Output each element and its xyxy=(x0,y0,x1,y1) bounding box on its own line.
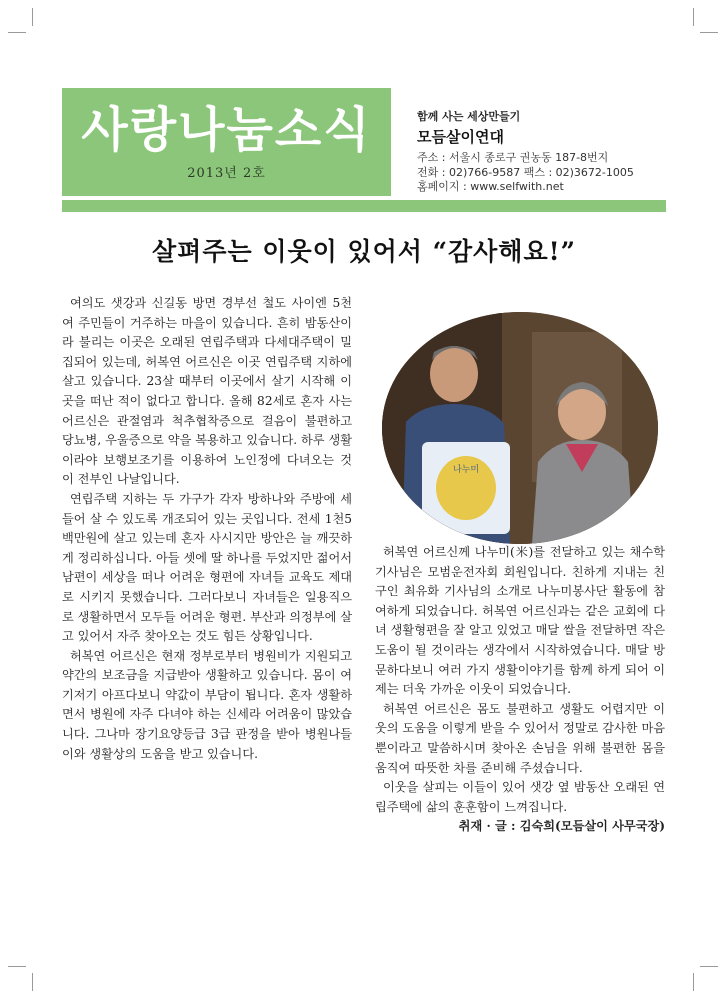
masthead-banner xyxy=(62,88,391,196)
organization-tagline: 함께 사는 세상만들기 xyxy=(417,110,521,123)
rice-bag-label: 나누미 xyxy=(452,465,480,475)
crop-mark-bottom-right xyxy=(693,973,694,991)
header-green-rule xyxy=(62,200,666,212)
crop-mark-bottom-left-h xyxy=(8,966,26,967)
crop-mark-top-left xyxy=(32,8,33,26)
crop-mark-top-left-h xyxy=(8,32,26,33)
organization-name: 모듬살이연대 xyxy=(417,128,504,146)
article-paragraph: 이웃을 살피는 이들이 있어 샛강 옆 밤동산 오래된 연립주택에 삶의 훈훈함이 느껴집니다. xyxy=(375,780,665,814)
article-left-column xyxy=(62,294,352,764)
article-right-column xyxy=(375,543,665,837)
article-credit: 취재 · 글 : 김숙희(모듬살이 사무국장) xyxy=(458,819,665,834)
crop-mark-bottom-left xyxy=(32,973,33,991)
photo-illustration xyxy=(382,312,658,544)
article-photo xyxy=(382,312,658,544)
article-paragraph: 허복연 어르신은 현재 정부로부터 병원비가 지원되고 약간의 보조금을 지급받아 생활하고 있습니다. 몸이 여기저기 아프다보니 약값이 부담이 됩니다. 혼자 생활하면서 병원에 자주 다녀야 하는 신세라 어려움이 많았습니다. 그나마 장기요양등급 3급 판정을 받아 병원나들이와 생활상의 도움을 받고 있습니다. xyxy=(62,648,352,761)
article-headline: 살펴주는 이웃이 있어서 “감사해요!” xyxy=(152,237,576,266)
newsletter-title: 사랑나눔소식 xyxy=(81,102,372,158)
crop-mark-bottom-right-h xyxy=(700,966,718,967)
contact-phone: 전화 : 02)766-9587 팩스 : 02)3672-1005 xyxy=(417,165,634,179)
contact-info xyxy=(417,151,634,195)
article-paragraph: 허복연 어르신께 나누미(米)를 전달하고 있는 채수학 기사님은 모범운전자회 회원입니다. 친하게 지내는 친구인 최유화 기사님의 소개로 나누미봉사단 활동에 참여하게 되었습니다. 허복연 어르신과는 같은 교회에 다녀 생활형편을 잘 알고 있었고 매달 쌀을 전달하면 작은 도움이 될 것이라는 생각에서 시작하였습니다. 매달 방문하다보니 여러 가지 생활이야기를 함께 하게 되어 이제는 더욱 가까운 이웃이 되었습니다. xyxy=(375,545,666,697)
contact-homepage: 홈페이지 : www.selfwith.net xyxy=(417,180,564,193)
article-paragraph: 여의도 샛강과 신길동 방면 경부선 철도 사이엔 5천여 주민들이 거주하는 마을이 있습니다. 흔히 밤동산이라 불리는 이곳은 오래된 연립주택과 다세대주택이 밀집되어 있는데, 허복연 어르신은 이곳 연립주택 지하에 살고 있습니다. 23살 때부터 이곳에서 살기 시작해 이곳을 떠난 적이 없다고 합니다. 올해 82세로 혼자 사는 어르신은 관절염과 척추협착증으로 걸음이 불편하고 당뇨병, 우울증으로 약을 복용하고 있습니다. 하루 생활이라야 보행보조기를 이용하여 노인정에 다녀오는 것이 전부인 나날입니다. xyxy=(62,296,353,487)
issue-number: 2013년 2호 xyxy=(187,166,266,181)
article-paragraph: 허복연 어르신은 몸도 불편하고 생활도 어렵지만 이웃의 도움을 이렇게 받을 수 있어서 정말로 감사한 마음뿐이라고 말씀하시며 찾아온 손님을 위해 불편한 몸을 움직여 따뜻한 차를 준비해 주셨습니다. xyxy=(375,701,666,775)
crop-mark-top-right-h xyxy=(700,32,718,33)
organization-block xyxy=(417,108,520,147)
article-paragraph: 연립주택 지하는 두 가구가 각자 방하나와 주방에 세 들어 살 수 있도록 개조되어 있는 곳입니다. 전세 1천5백만원에 살고 있는데 혼자 사시지만 방안은 늘 깨끗하게 정리하십니다. 아들 셋에 딸 하나를 두었지만 젊어서 남편이 세상을 떠나 어려운 형편에 자녀들 교육도 제대로 시키지 못했습니다. 그러다보니 자녀들은 일용직으로 생활하면서 모두들 어려운 형편. 부산과 의정부에 살고 있어서 자주 찾아오는 것도 힘든 상황입니다. xyxy=(62,491,353,644)
contact-address: 주소 : 서울시 종로구 권농동 187-8번지 xyxy=(417,151,609,164)
crop-mark-top-right xyxy=(693,8,694,26)
